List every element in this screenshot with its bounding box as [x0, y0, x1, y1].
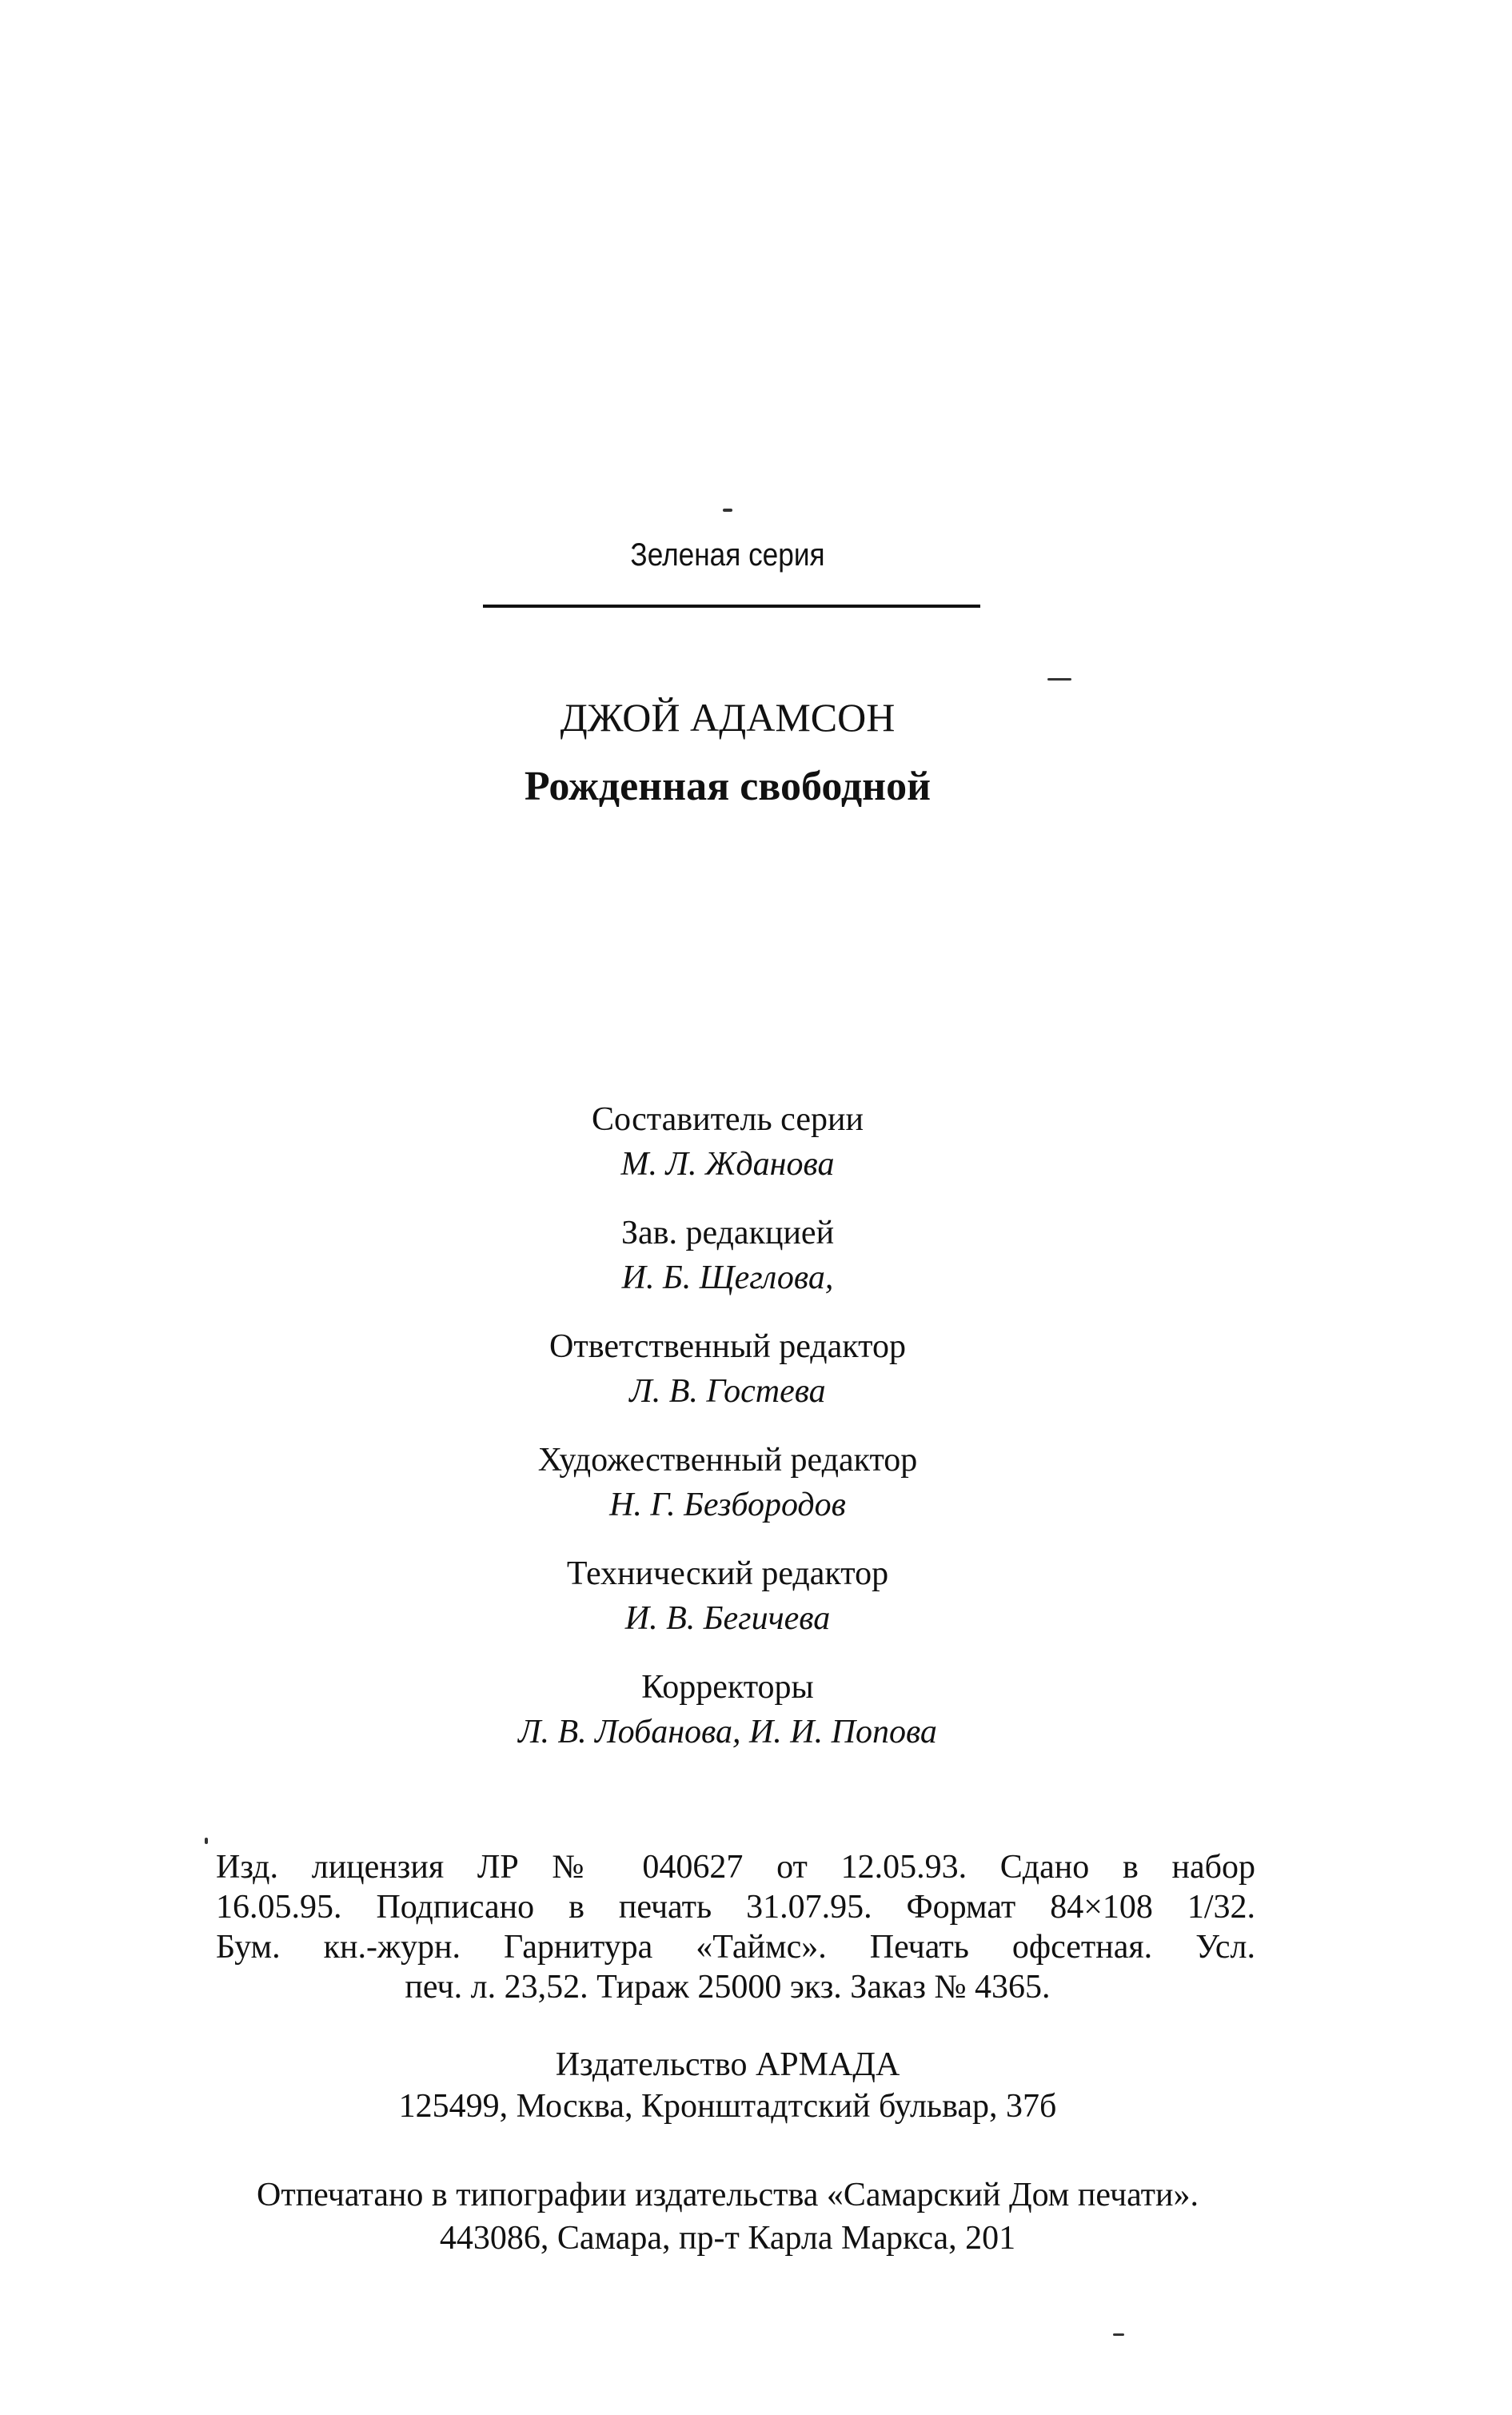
publisher-address: 125499, Москва, Кронштадтский бульвар, 37б — [398, 2088, 1057, 2125]
print-speck — [1113, 2333, 1124, 2336]
credit-role: Ответственный редактор — [549, 1328, 906, 1365]
print-speck — [723, 509, 732, 512]
credit-role: Зав. редакцией — [620, 1215, 835, 1251]
credit-responsible-editor — [0, 1324, 1455, 1414]
credit-head-of-editorial — [0, 1211, 1455, 1300]
printer-block — [0, 2174, 1455, 2260]
publisher-block — [0, 2044, 1455, 2127]
author-name: ДЖОЙ АДАМСОН — [560, 695, 896, 740]
credit-name: Л. В. Лобанова, И. И. Попова — [518, 1714, 937, 1750]
printer-address: 443086, Самара, пр-т Карла Маркса, 201 — [439, 2220, 1016, 2257]
credit-name: И. В. Бегичева — [624, 1600, 831, 1637]
credit-role: Технический редактор — [566, 1555, 889, 1592]
printer-name: Отпечатано в типографии издательства «Самарский Дом печати». — [257, 2177, 1199, 2213]
credit-proofreaders — [0, 1665, 1455, 1754]
credit-role: Художественный редактор — [537, 1442, 918, 1479]
credit-role: Составитель серии — [592, 1101, 864, 1138]
book-title: Рожденная свободной — [524, 764, 932, 809]
credit-name: М. Л. Жданова — [620, 1146, 835, 1183]
print-speck — [1047, 678, 1071, 681]
credit-name: Л. В. Гостева — [629, 1373, 826, 1410]
credit-role: Корректоры — [641, 1669, 814, 1706]
credit-technical-editor — [0, 1551, 1455, 1641]
series-name: Зеленая серия — [630, 537, 825, 573]
imprint-line: Изд. лицензия ЛР № 040627 от 12.05.93. Сдано в набор — [216, 1849, 1255, 1886]
imprint-line: Бум. кн.-журн. Гарнитура «Таймс». Печать офсетная. Усл. — [216, 1929, 1255, 1966]
credits-block — [0, 1097, 1455, 1778]
print-speck — [205, 1838, 208, 1844]
credit-name: И. Б. Щеглова, — [621, 1259, 834, 1296]
publisher-name: Издательство АРМАДА — [555, 2046, 900, 2083]
credit-name: Н. Г. Безбородов — [609, 1487, 846, 1523]
credit-art-editor — [0, 1438, 1455, 1527]
imprint-line-last: печ. л. 23,52. Тираж 25000 экз. Заказ № 4365. — [405, 1969, 1051, 2006]
imprint-block — [216, 1847, 1255, 1967]
divider-rule — [483, 605, 980, 608]
credit-series-compiler — [0, 1097, 1455, 1187]
imprint-line: 16.05.95. Подписано в печать 31.07.95. Формат 84×108 1/32. — [216, 1889, 1255, 1926]
